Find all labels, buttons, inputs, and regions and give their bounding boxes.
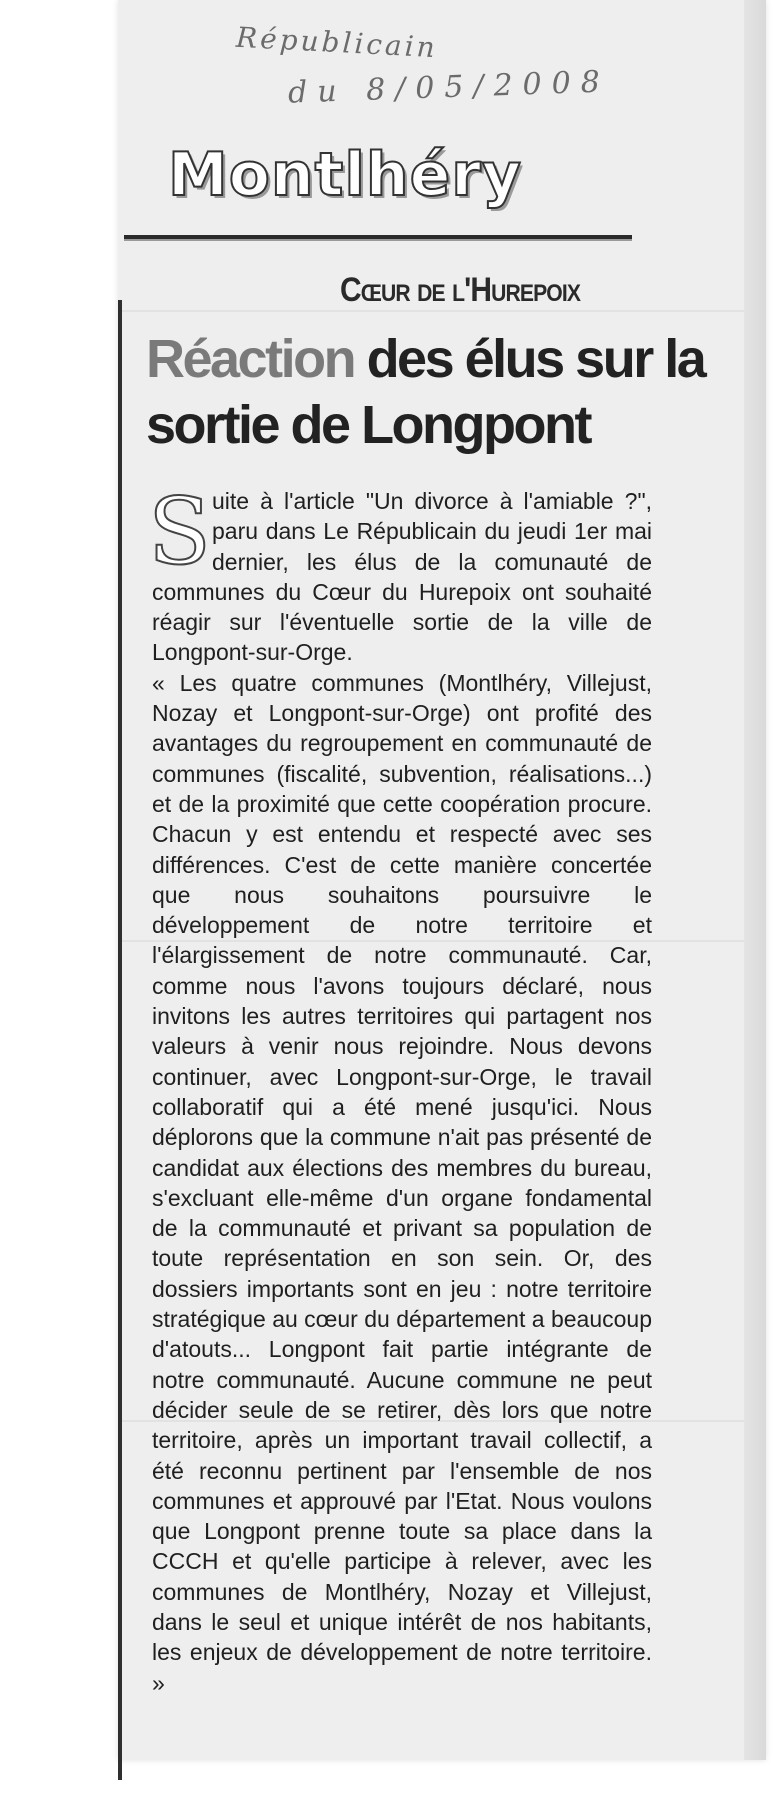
article-body [148,478,652,1698]
article-kicker: Cœur de l'Hurepoix [340,271,581,309]
article-lead-text: uite à l'article "Un divorce à l'amiable ?", paru dans Le Républicain du jeudi 1er mai dernier, les élus de la comunauté de communes du Cœur du Hurepoix ont souhaité réagir sur l'éventuelle sortie de la ville de Longpont-sur-Orge. [152,488,652,666]
article-lead-paragraph [148,478,652,668]
paper-edge [744,0,766,1760]
column-rule [118,300,122,1780]
headline-accent: Réaction [146,329,355,389]
handwritten-annotation [228,20,748,110]
header-rule-shadow [124,239,632,241]
section-city-title: Montlhéry [168,140,522,210]
annotation-source: Républicain [235,20,439,65]
annotation-date: du 8/05/2008 [287,64,611,111]
drop-cap: S [148,478,212,585]
article-quote-paragraph: « Les quatre communes (Montlhéry, Villejust, Nozay et Longpont-sur-Orge) ont profité des avantages du regroupement en communauté de communes (fiscalité, subvention, réalisations...) et de la proximité que cette coopération procure. Chacun y est entendu et respecté avec ses différences. C'est de cette manière concertée que nous souhaitons poursuivre le développement de notre territoire et l'élargissement de notre communauté. Car, comme nous l'avons toujours déclaré, nous invitons les autres territoires qui partagent nos valeurs à venir nous rejoindre. Nous devons continuer, avec Longpont-sur-Orge, le travail collaboratif qui a été mené jusqu'ici. Nous déplorons que la commune n'ait pas présenté de candidat aux élections des membres du bureau, s'excluant elle-même d'un organe fondamental de la communauté et privant sa population de toute représentation en son sein. Or, des dossiers importants sont en jeu : notre territoire stratégique au cœur du département a beaucoup d'atouts... Longpont fait partie intégrante de notre communauté. Aucune commune ne peut décider seule de se retirer, dès lors que notre territoire, après un important travail collectif, a été reconnu pertinent par l'ensemble de nos communes et approuvé par l'Etat. Nous voulons que Longpont prenne toute sa place dans la CCCH et qu'elle participe à relever, avec les communes de Montlhéry, Nozay et Villejust, dans le seul et unique intérêt de nos habitants, les enjeux de développement de notre territoire. » [152,669,652,1696]
headline-rest: des élus sur la sortie de Longpont [146,329,705,455]
article-headline [146,326,746,458]
scan-artifact [118,310,766,312]
